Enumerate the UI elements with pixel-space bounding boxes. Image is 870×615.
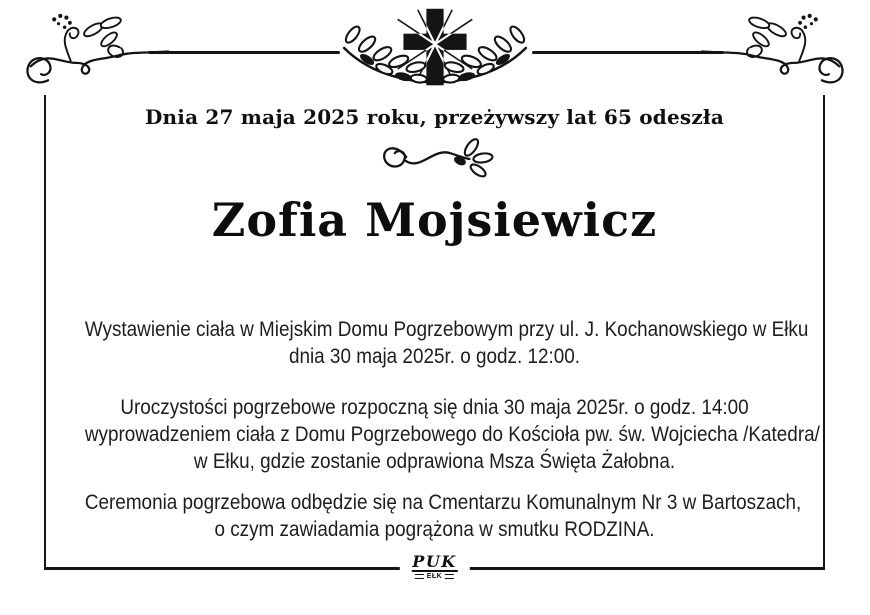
logo-bar-right [445, 574, 454, 579]
logo-text-puk: PUK [412, 551, 457, 571]
top-ornament-band [0, 0, 870, 100]
paragraph-line: wyprowadzeniem ciała z Domu Pogrzebowego do Kościoła pw. św. Wojciecha /Katedra/ [84, 423, 820, 446]
paragraph-line: Ceremonia pogrzebowa odbędzie się na Cmentarzu Komunalnym Nr 3 w Bartoszach, [84, 491, 802, 514]
cross-laurel-icon [330, 4, 540, 92]
corner-flourish-right-icon [700, 10, 848, 94]
paragraph-line: w Ełku, gdzie zostanie odprawiona Msza Święta Żałobna. [193, 450, 676, 473]
wake-info-paragraph [84, 316, 809, 370]
deceased-name: Zofia Mojsiewicz [211, 193, 658, 247]
paragraph-line: o czym zawiadamia pogrążona w smutku RODZINA. [214, 518, 655, 541]
ornament-line-right [532, 51, 724, 54]
paragraph-line: Wystawienie ciała w Miejskim Domu Pogrzebowym przy ul. J. Kochanowskiego w Ełku [84, 318, 809, 341]
puk-elk-logo [399, 553, 469, 581]
vine-divider-icon [376, 134, 494, 180]
ceremony-paragraph [84, 489, 802, 543]
content-frame [44, 95, 825, 580]
paragraph-line: Uroczystości pogrzebowe rozpoczną się dnia 30 maja 2025r. o godz. 14:00 [120, 396, 749, 419]
funeral-service-paragraph [84, 394, 820, 475]
logo-subline [411, 573, 457, 580]
paragraph-line: dnia 30 maja 2025r. o godz. 12:00. [288, 345, 581, 368]
ornament-line-left [148, 51, 340, 54]
logo-bar-left [415, 574, 424, 579]
date-line: Dnia 27 maja 2025 roku, przeżywszy lat 65 odeszła [145, 105, 724, 129]
logo-text-elk: EŁK [426, 573, 443, 580]
